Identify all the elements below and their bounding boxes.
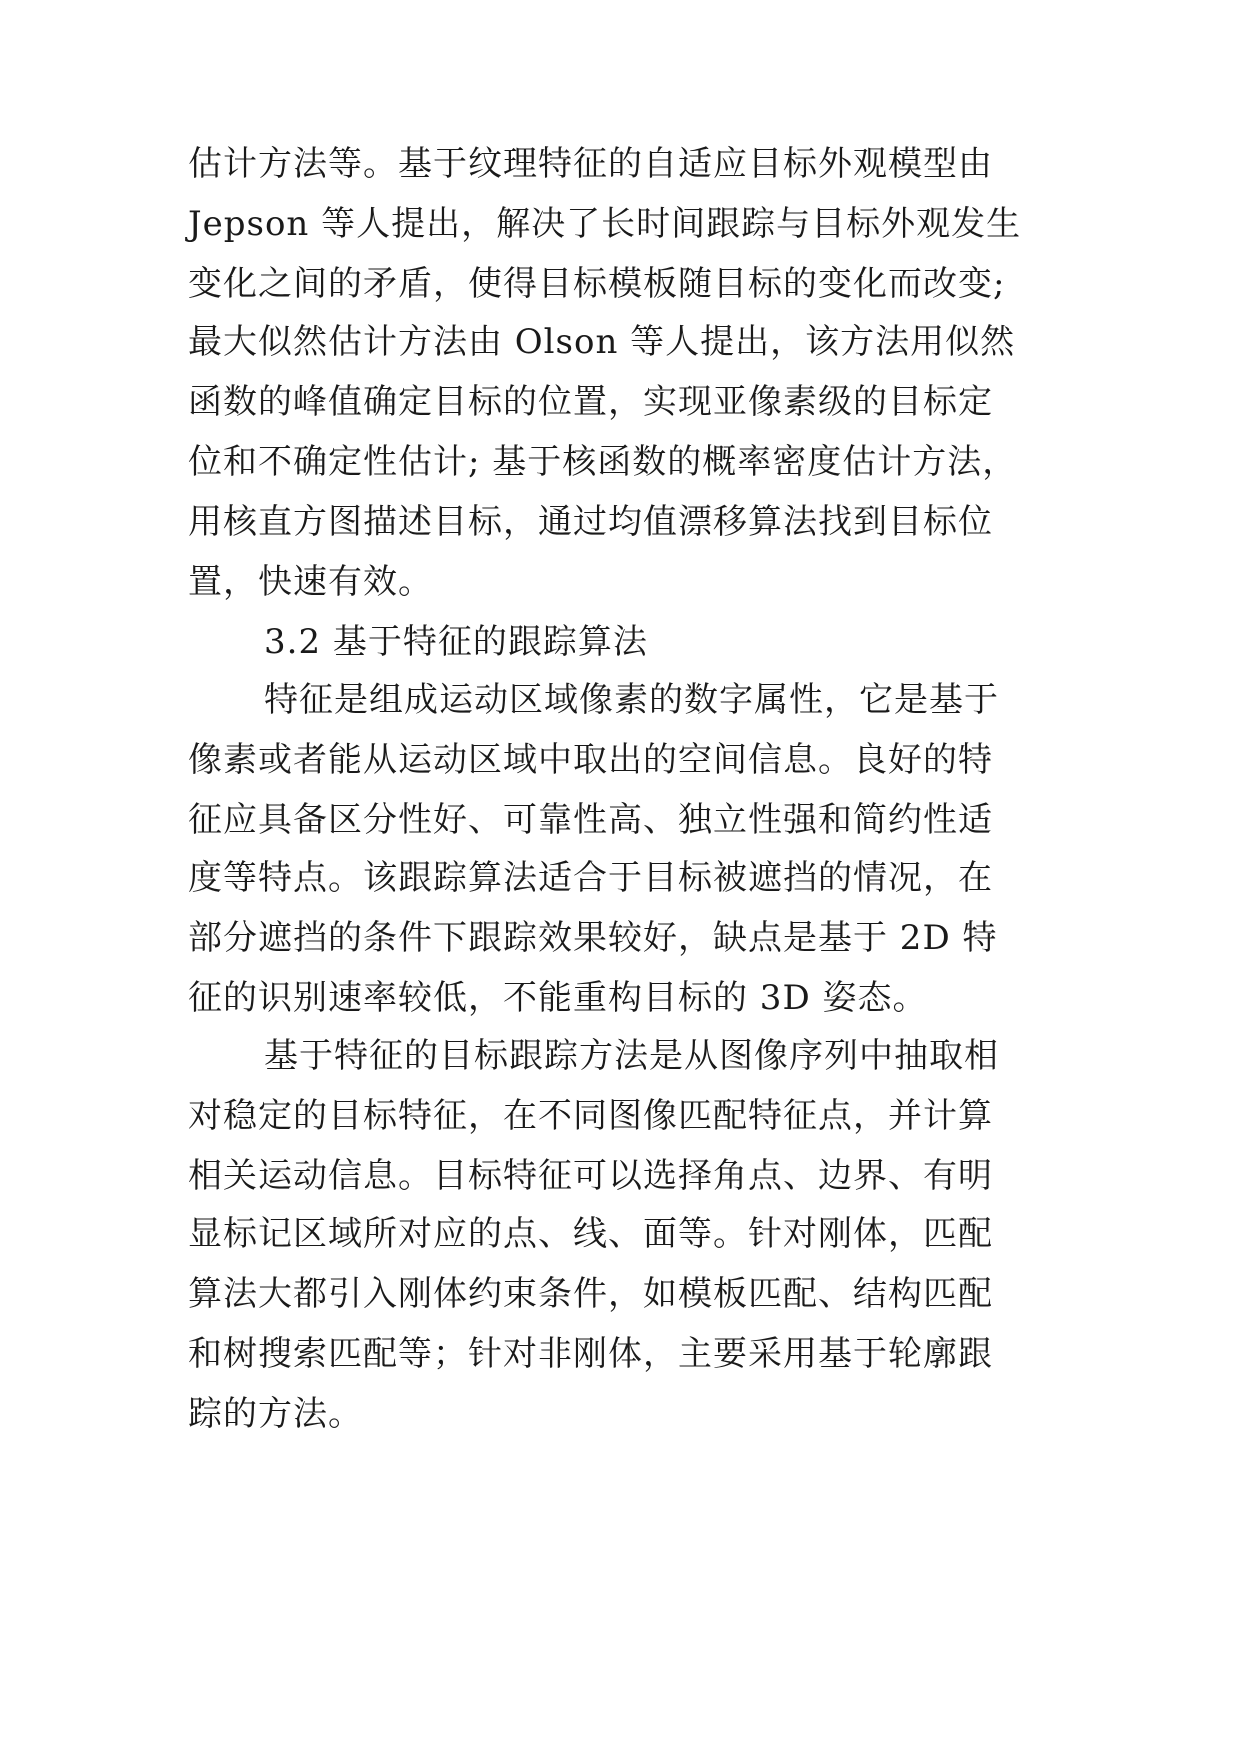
text-line: 部分遮挡的条件下跟踪效果较好，缺点是基于 2D 特 [188,918,998,958]
text-line: 置，快速有效。 [188,562,433,602]
text-line: 算法大都引入刚体约束条件，如模板匹配、结构匹配 [188,1274,993,1314]
section-heading: 3.2 基于特征的跟踪算法 [264,622,648,662]
text-line: 对稳定的目标特征，在不同图像匹配特征点，并计算 [188,1096,993,1136]
text-line: 征的识别速率较低，不能重构目标的 3D 姿态。 [188,978,928,1018]
text-line: 基于特征的目标跟踪方法是从图像序列中抽取相 [264,1036,999,1076]
text-line: 函数的峰值确定目标的位置，实现亚像素级的目标定 [188,382,993,422]
text-line: 位和不确定性估计; 基于核函数的概率密度估计方法， [188,442,1018,482]
text-line: 相关运动信息。目标特征可以选择角点、边界、有明 [188,1156,993,1196]
text-line: 用核直方图描述目标，通过均值漂移算法找到目标位 [188,502,993,542]
text-line: 变化之间的矛盾，使得目标模板随目标的变化而改变; [188,264,1006,304]
text-line: 显标记区域所对应的点、线、面等。针对刚体，匹配 [188,1214,993,1254]
text-line: 和树搜索匹配等；针对非刚体，主要采用基于轮廓跟 [188,1334,993,1374]
text-line: Jepson 等人提出，解决了长时间跟踪与目标外观发生 [188,204,1022,244]
text-line: 踪的方法。 [188,1394,363,1434]
text-line: 征应具备区分性好、可靠性高、独立性强和简约性适 [188,800,993,840]
text-line: 特征是组成运动区域像素的数字属性，它是基于 [264,680,999,720]
text-line: 度等特点。该跟踪算法适合于目标被遮挡的情况，在 [188,858,993,898]
text-line: 像素或者能从运动区域中取出的空间信息。良好的特 [188,740,993,780]
text-line: 估计方法等。基于纹理特征的自适应目标外观模型由 [188,144,993,184]
text-line: 最大似然估计方法由 Olson 等人提出，该方法用似然 [188,322,1016,362]
